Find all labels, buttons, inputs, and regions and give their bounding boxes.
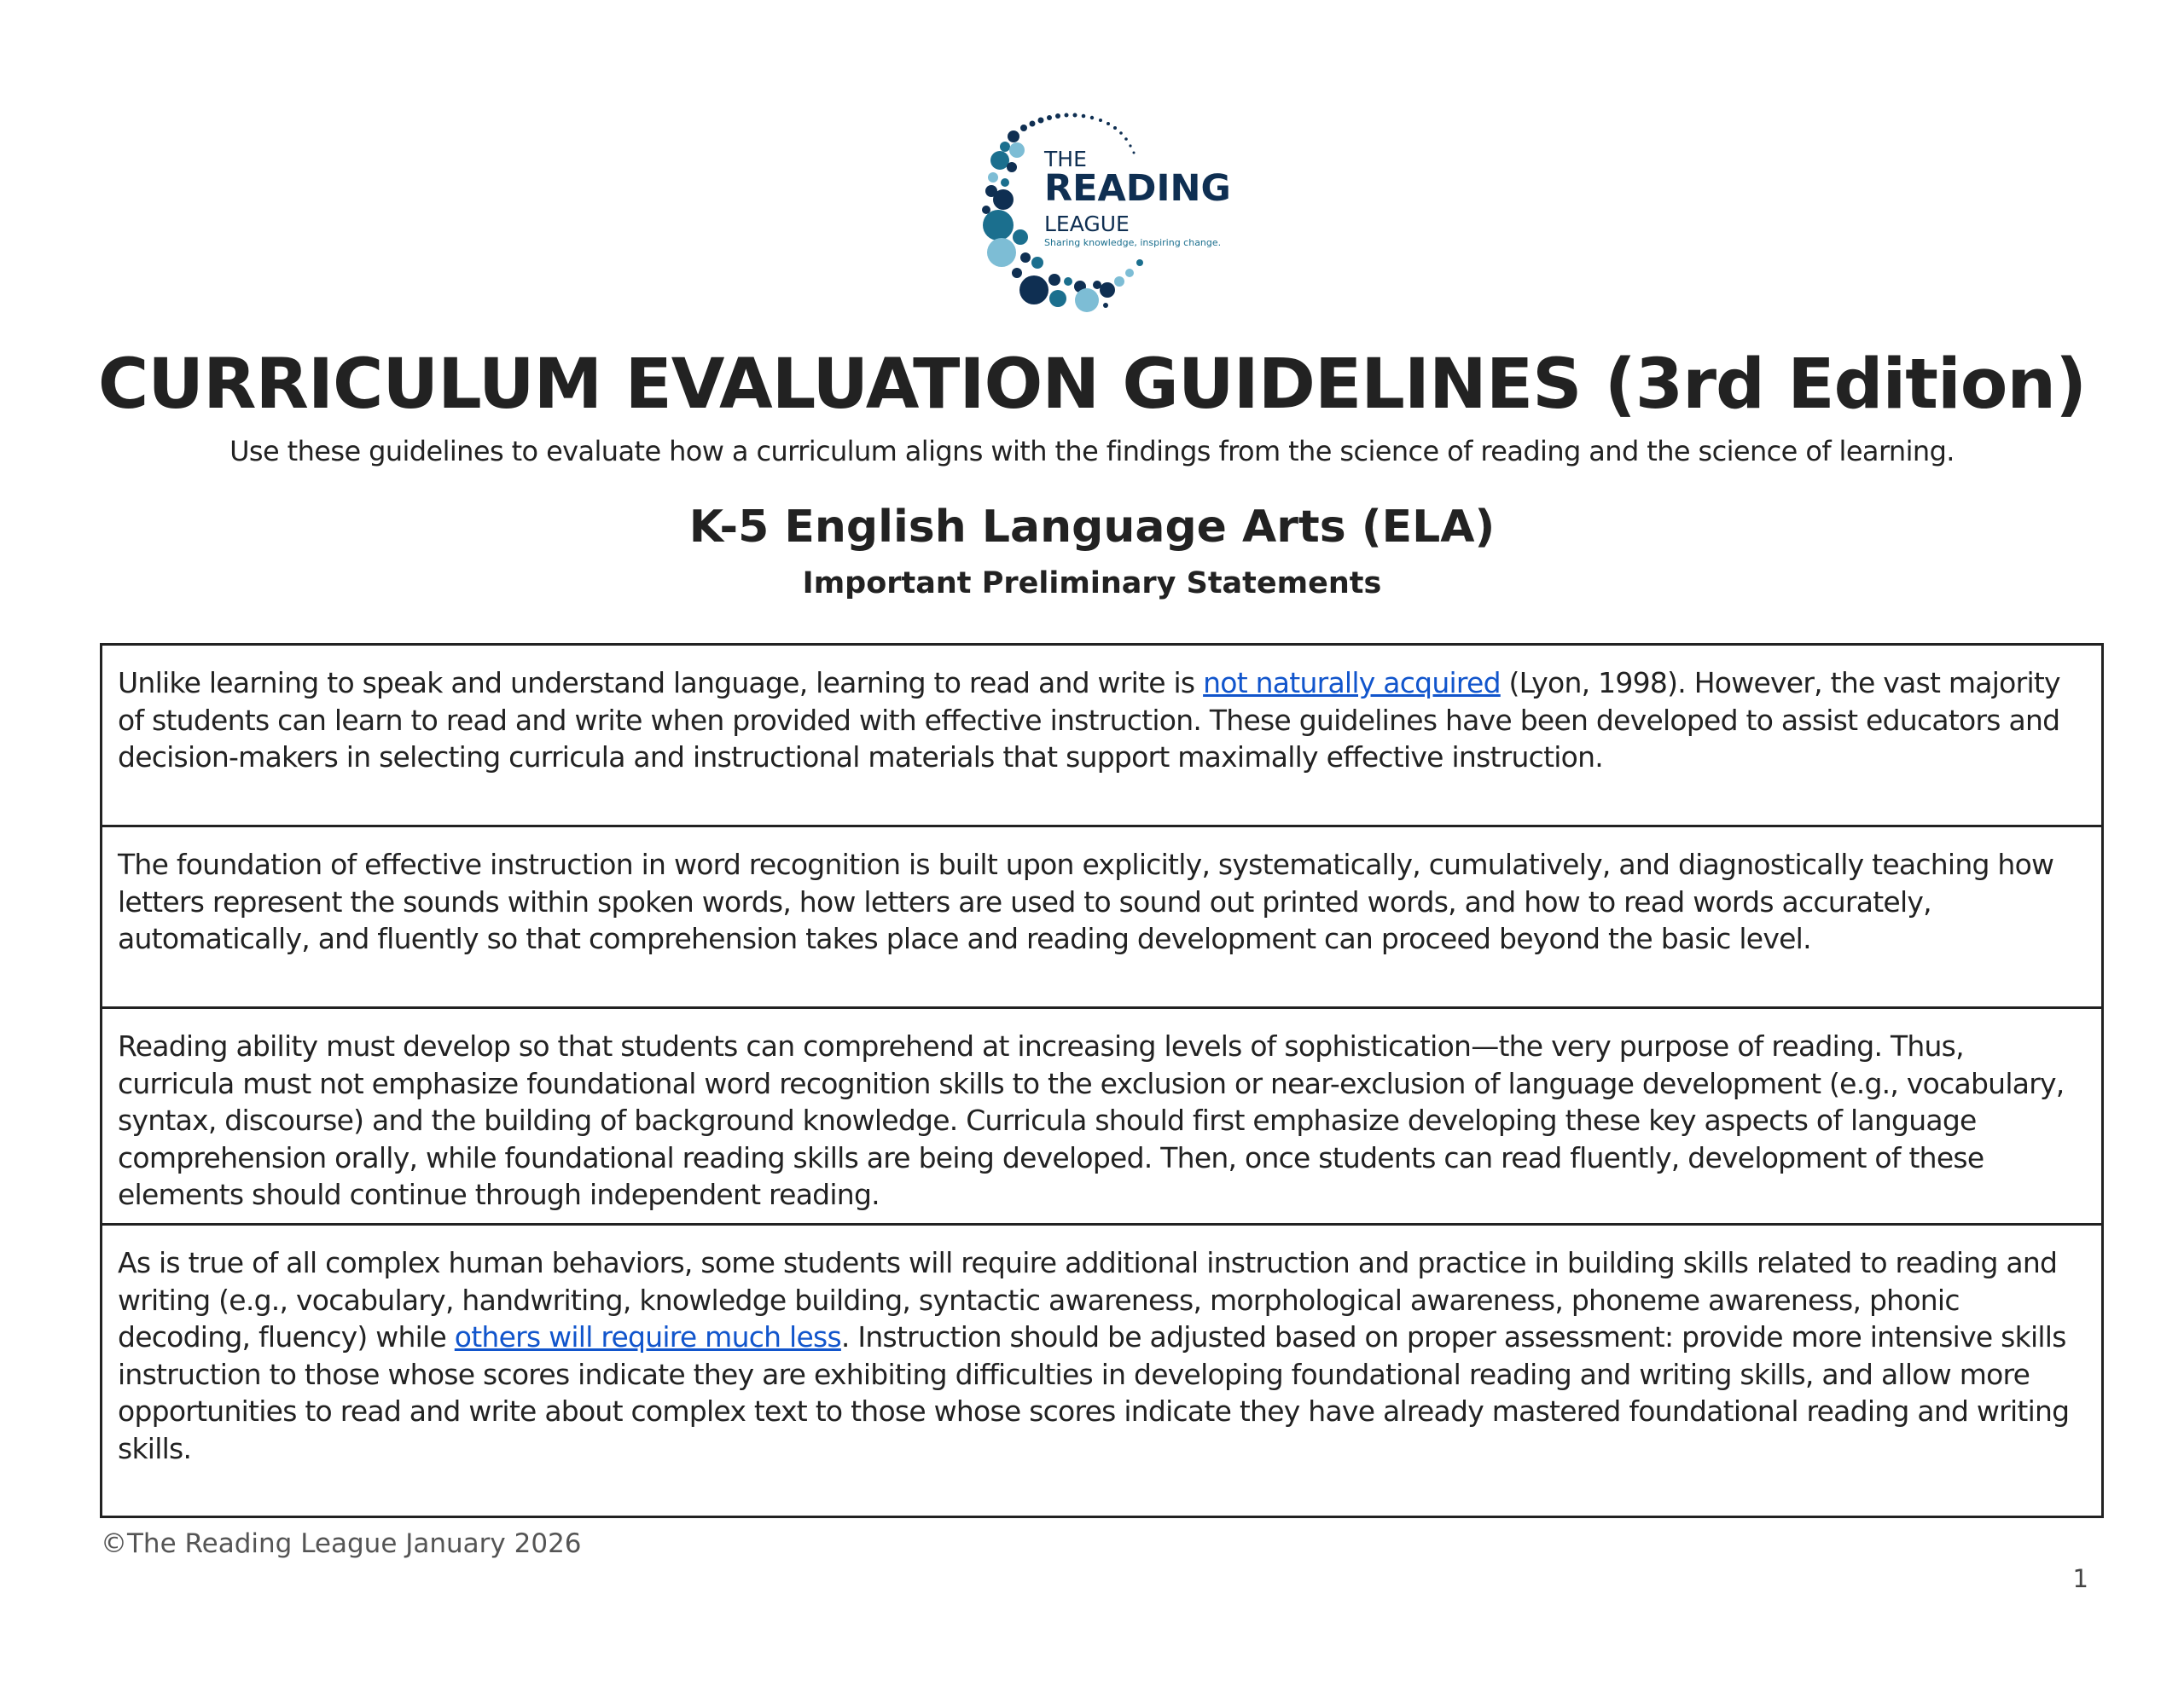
copyright-footer: ©The Reading League January 2026 bbox=[101, 1528, 582, 1559]
logo-tagline: Sharing knowledge, inspiring change. bbox=[1044, 237, 1222, 248]
reading-league-logo bbox=[973, 111, 1231, 320]
page-number: 1 bbox=[2072, 1564, 2088, 1593]
section-heading: K-5 English Language Arts (ELA) bbox=[688, 501, 1496, 553]
statement-row bbox=[102, 646, 2101, 825]
statement-text: The foundation of effective instruction in word recognition is built upon explicitly, systematically, cumulatively, and diagnostically teaching how letters represent the sounds within spoken words, how letters are used to sound out printed words, and how to read words accurately, automatically, and fluently so that comprehension takes place and reading development can proceed beyond the basic level. bbox=[118, 848, 2054, 955]
page-subtitle: Use these guidelines to evaluate how a curriculum aligns with the findings from the science of reading and the science of learning. bbox=[229, 435, 1955, 467]
statement-text: Reading ability must develop so that students can comprehend at increasing levels of sophistication—the very purpose of reading. Thus, curricula must not emphasize foundational word recognition skills to the exclusion or near-exclusion of language development (e.g., vocabulary, syntax, discourse) and the building of background knowledge. Curricula should first emphasize developing these key aspects of language comprehension orally, while foundational reading skills are being developed. Then, once students can read fluently, development of these elements should continue through independent reading. bbox=[118, 1029, 2065, 1211]
preliminary-statements-table bbox=[100, 643, 2104, 1518]
section-subheading: Important Preliminary Statements bbox=[802, 566, 1382, 600]
statement-text: . Instruction should be adjusted based on proper assessment: provide more intensive skills instruction to those whose scores indicate they are exhibiting difficulties in developing foundational reading and writing skills, and allow more opportunities to read and write about complex text to those whose scores indicate they have already mastered foundational reading and writing skills. bbox=[118, 1320, 2070, 1465]
not-naturally-acquired-link[interactable]: not naturally acquired bbox=[1203, 666, 1501, 699]
logo-reading: READING bbox=[1044, 167, 1231, 210]
logo-league: LEAGUE bbox=[1044, 212, 1130, 236]
statement-text: As is true of all complex human behaviors, some students will require additional instruction and practice in building skills related to reading and writing (e.g., vocabulary, handwriting, knowledge building, syntactic awareness, morphological awareness, phoneme awareness, phonic decoding, fluency) while bbox=[118, 1246, 2058, 1354]
statement-text: (Lyon, 1998). However, the vast majority of students can learn to read and write when provided with effective instruction. These guidelines have been developed to assist educators and decision-makers in selecting curricula and instructional materials that support maximally effective instruction. bbox=[118, 666, 2060, 774]
page-title: CURRICULUM EVALUATION GUIDELINES (3rd Edition) bbox=[97, 345, 2087, 425]
others-will-require-much-less-link[interactable]: others will require much less bbox=[454, 1320, 841, 1354]
statement-row bbox=[102, 1006, 2101, 1223]
statement-text: Unlike learning to speak and understand language, learning to read and write is bbox=[118, 666, 1204, 699]
statement-row bbox=[102, 1223, 2101, 1516]
statement-row bbox=[102, 825, 2101, 1006]
logo-the: THE bbox=[1044, 147, 1087, 171]
